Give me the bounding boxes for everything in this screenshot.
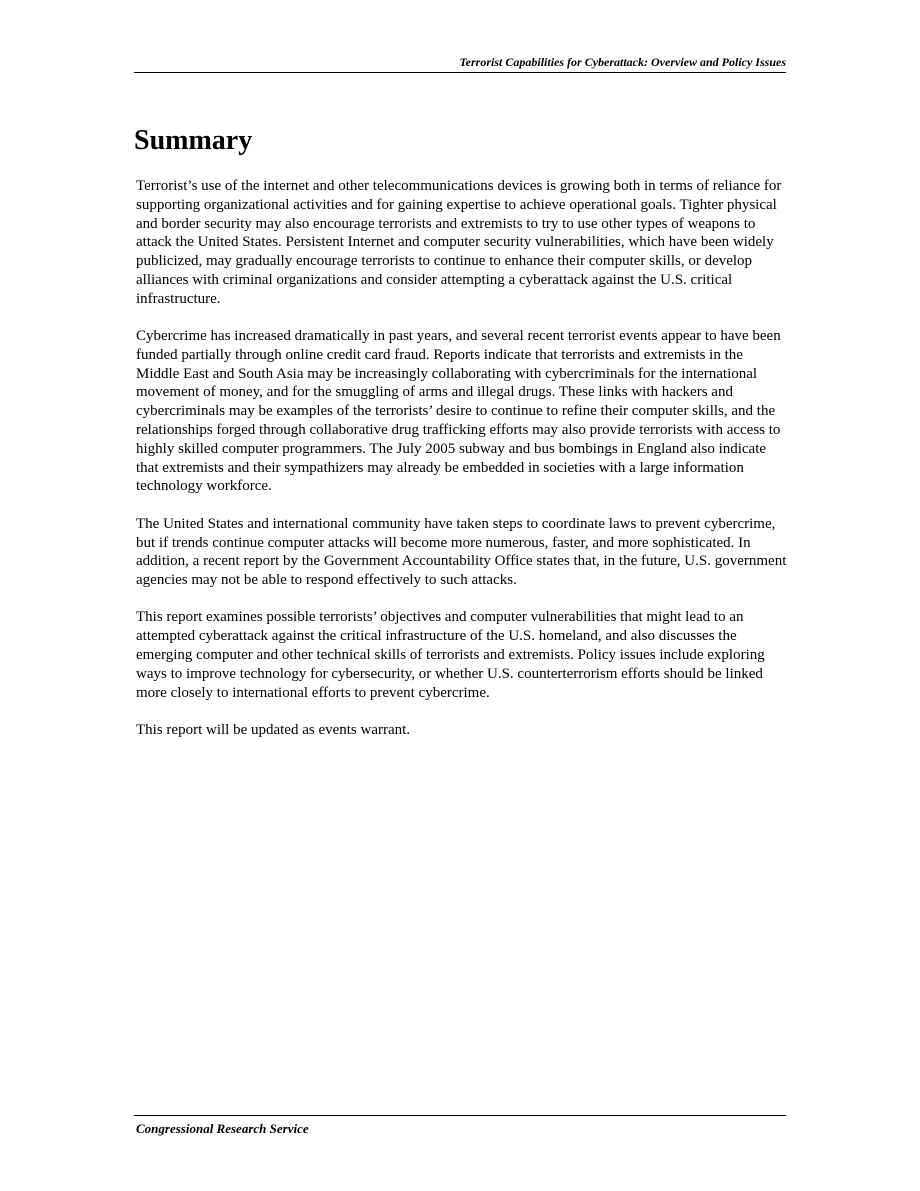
running-footer: Congressional Research Service	[136, 1121, 309, 1136]
summary-paragraph-5: This report will be updated as events warrant.	[136, 721, 411, 738]
header-rule	[134, 72, 786, 73]
footer-rule	[134, 1115, 786, 1116]
summary-paragraph-2: Cybercrime has increased dramatically in past years, and several recent terrorist events appear to have been funded partially through online credit card fraud. Reports indicate that terrorists and extremists in the Middle East and South Asia may be increasingly collaborating with cybercriminals for the international movement of money, and for the smuggling of arms and illegal drugs. These links with hackers and cybercriminals may be examples of the terrorists’ desire to continue to refine their computer skills, and the relationships forged through collaborative drug trafficking efforts may also provide terrorists with access to highly skilled computer programmers. The July 2005 subway and bus bombings in England also indicate that extremists and their sympathizers may already be embedded in societies with a large information technology workforce.	[136, 328, 781, 495]
running-header: Terrorist Capabilities for Cyberattack: Overview and Policy Issues	[459, 55, 786, 69]
summary-body	[136, 177, 788, 758]
summary-paragraph-4: This report examines possible terrorists’ objectives and computer vulnerabilities that might lead to an attempted cyberattack against the critical infrastructure of the U.S. homeland, and also discusses the emerging computer and other technical skills of terrorists and extremists. Policy issues include exploring ways to improve technology for cybersecurity, or whether U.S. counterterrorism efforts should be linked more closely to international efforts to prevent cybercrime.	[136, 609, 765, 701]
summary-paragraph-3: The United States and international community have taken steps to coordinate laws to prevent cybercrime, but if trends continue computer attacks will become more numerous, faster, and more sophisticated. In addition, a recent report by the Government Accountability Office states that, in the future, U.S. government agencies may not be able to respond effectively to such attacks.	[136, 515, 787, 589]
page-title: Summary	[134, 125, 253, 156]
summary-paragraph-1: Terrorist’s use of the internet and other telecommunications devices is growing both in terms of reliance for supporting organizational activities and for gaining expertise to achieve operational goals. Tighter physical and border security may also encourage terrorists and extremists to try to use other types of weapons to attack the United States. Persistent Internet and computer security vulnerabilities, which have been widely publicized, may gradually encourage terrorists to continue to enhance their computer skills, or develop alliances with criminal organizations and consider attempting a cyberattack against the U.S. critical infrastructure.	[136, 178, 782, 307]
